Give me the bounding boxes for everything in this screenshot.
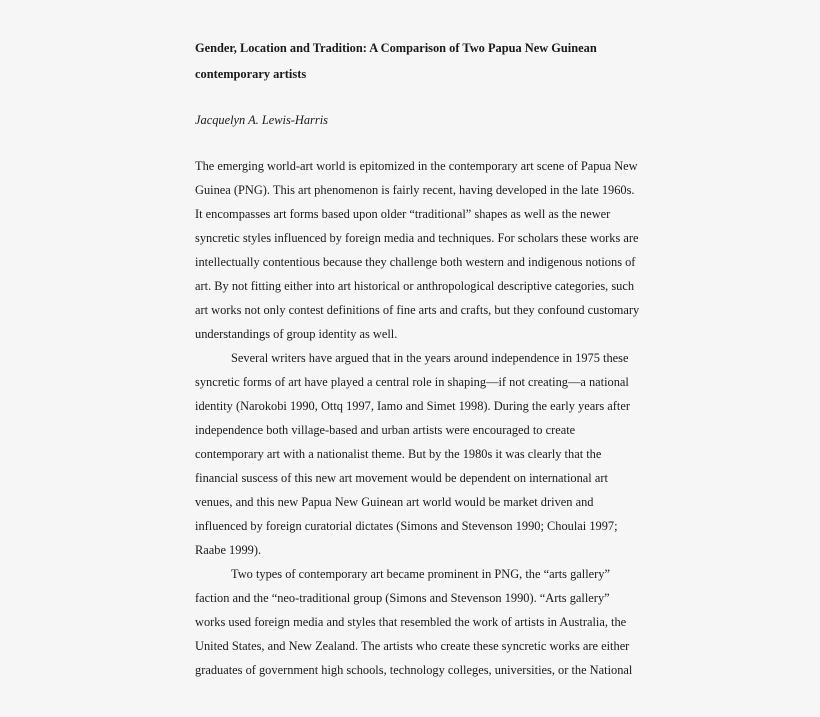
paragraph-line: works used foreign media and styles that resembled the work of artists in Australia, the [195,615,627,629]
paragraph-line: syncretic forms of art have played a central role in shaping—if not creating—a national [195,375,629,389]
paragraph-line: Guinea (PNG). This art phenomenon is fairly recent, having developed in the late 1960s. [195,183,635,197]
paragraph-line: United States, and New Zealand. The artists who create these syncretic works are either [195,639,630,653]
paragraph-line: art works not only contest definitions of fine arts and crafts, but they confound customary [195,303,640,317]
paragraph-line: independence both village-based and urban artists were encouraged to create [195,423,576,437]
paragraph-line: Several writers have argued that in the years around independence in 1975 these [231,351,629,365]
paragraph-line: graduates of government high schools, technology colleges, universities, or the National [195,663,633,677]
title-line-2: contemporary artists [195,67,307,81]
paragraph-line: art. By not fitting either into art historical or anthropological descriptive categories, such [195,279,635,293]
paragraph-line: understandings of group identity as well. [195,327,398,341]
paragraph-line: contemporary art with a nationalist theme. But by the 1980s it was clearly that the [195,447,602,461]
title-line-1: Gender, Location and Tradition: A Comparison of Two Papua New Guinean [195,41,597,55]
paragraph-line: financial suscess of this new art movement would be dependent on international art [195,471,608,485]
paragraph-line: The emerging world-art world is epitomized in the contemporary art scene of Papua New [195,159,638,173]
paragraph-line: venues, and this new Papua New Guinean art world would be market driven and [195,495,594,509]
paragraph-line: intellectually contentious because they challenge both western and indigenous notions of [195,255,636,269]
paragraph-line: Raabe 1999). [195,543,262,557]
paragraph-line: faction and the “neo-traditional group (Simons and Stevenson 1990). “Arts gallery” [195,591,610,605]
paragraph-line: identity (Narokobi 1990, Ottq 1997, Iamo and Simet 1998). During the early years after [195,399,630,413]
paragraph-line: Two types of contemporary art became prominent in PNG, the “arts gallery” [231,567,610,581]
paragraph-line: influenced by foreign curatorial dictates (Simons and Stevenson 1990; Choulai 1997; [195,519,618,533]
paragraph-line: It encompasses art forms based upon older “traditional” shapes as well as the newer [195,207,611,221]
paragraph-line: syncretic styles influenced by foreign media and techniques. For scholars these works are [195,231,639,245]
author-name: Jacquelyn A. Lewis-Harris [195,113,328,127]
